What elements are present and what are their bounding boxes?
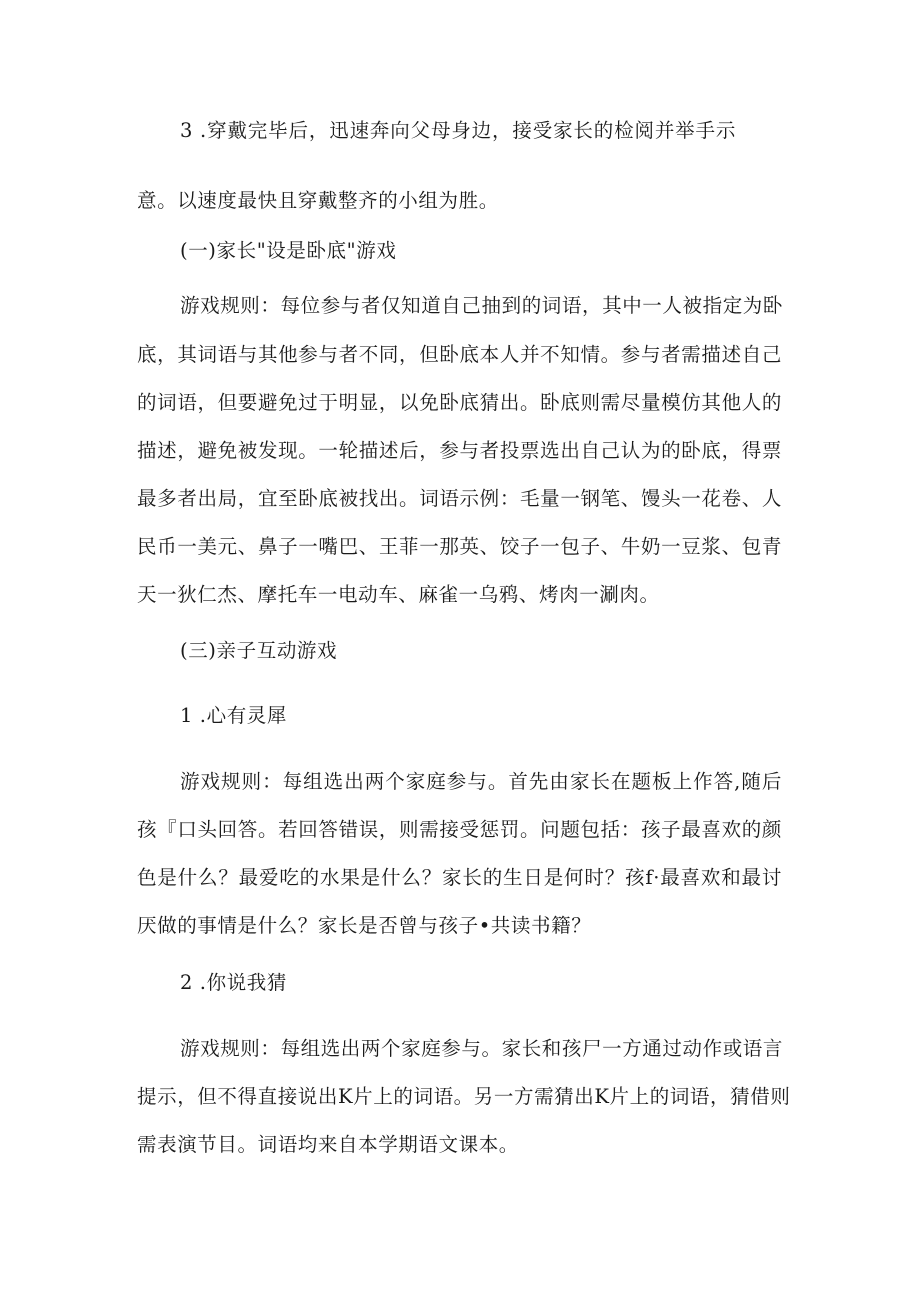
section-heading-undercover-game: (一)家长"设是卧底"游戏 (180, 239, 397, 262)
telepathy-rules-line-3: 色是什么？最爱吃的水果是什么？家长的生日是何时？孩f·最喜欢和最讨 (137, 866, 782, 889)
section-heading-parent-child-games: (三)亲子互动游戏 (180, 639, 338, 662)
undercover-rules-line-4: 描述，避免被发现。一轮描述后，参与者投票选出自己认为的卧底，得票 (137, 439, 782, 462)
subheading-telepathy: 1 .心有灵犀 (180, 704, 288, 727)
undercover-rules-line-3: 的词语，但要避免过于明显，以免卧底猜出。卧底则需尽量模仿其他人的 (137, 391, 782, 414)
undercover-rules-line-6: 民币一美元、鼻子一嘴巴、王菲一那英、饺子一包子、牛奶一豆浆、包青 (137, 535, 782, 558)
undercover-rules-line-2: 底，其词语与其他参与者不同，但卧底本人并不知情。参与者需描述自己 (137, 343, 782, 366)
undercover-rules-line-7: 天一狄仁杰、摩托车一电动车、麻雀一乌鸦、烤肉一涮肉。 (137, 583, 660, 606)
item-3-line-2: 意。以速度最快且穿戴整齐的小组为胜。 (137, 189, 499, 212)
telepathy-rules-line-2: 孩『口头回答。若回答错误，则需接受惩罚。问题包括：孩子最喜欢的颜 (137, 818, 782, 841)
guess-rules-line-3: 需表演节目。词语均来自本学期语文课本。 (137, 1133, 519, 1156)
undercover-rules-line-1: 游戏规则：每位参与者仅知道自己抽到的词语，其中一人被指定为卧 (180, 294, 784, 317)
telepathy-rules-line-4: 厌做的事情是什么？家长是否曾与孩子•共读书籍？ (137, 914, 592, 937)
telepathy-rules-line-1: 游戏规则：每组选出两个家庭参与。首先由家长在题板上作答,随后 (180, 770, 782, 793)
undercover-rules-line-5: 最多者出局，宜至卧底被找出。词语示例：毛量一钢笔、馒头一花卷、人 (137, 487, 782, 510)
guess-rules-line-1: 游戏规则：每组选出两个家庭参与。家长和孩尸一方通过动作或语言 (180, 1037, 784, 1060)
subheading-you-say-i-guess: 2 .你说我猜 (180, 971, 288, 994)
guess-rules-line-2: 提示，但不得直接说出K片上的词语。另一方需猜出K片上的词语，猜借则 (137, 1085, 791, 1108)
item-3-line-1: 3 .穿戴完毕后，迅速奔向父母身边，接受家长的检阅并举手示 (180, 119, 736, 142)
